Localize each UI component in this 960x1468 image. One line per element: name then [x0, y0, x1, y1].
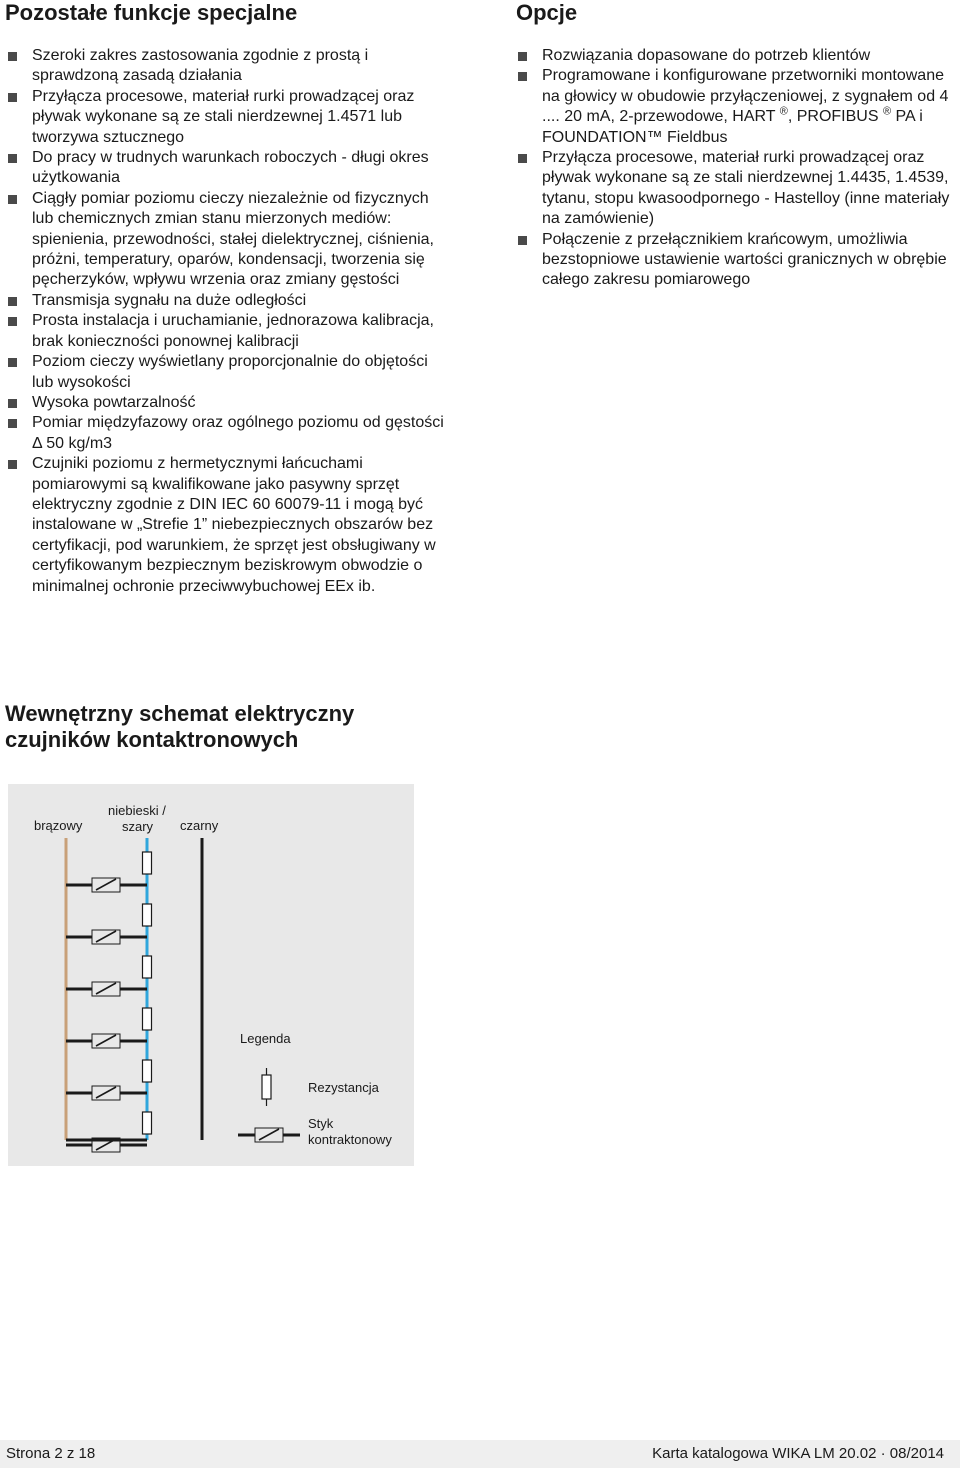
schema-title: Wewnętrzny schemat elektryczny czujników kontaktronowych — [5, 701, 355, 752]
special-function-item — [4, 291, 450, 311]
options-item-text: Przyłącza procesowe, materiał rurki prowadzącej oraz pływak wykonane są ze stali nierdzewnej 1.4435, 1.4539, tytanu, stopu kwasoodpornego - Hastelloy (inne materiały na zamówienie) — [542, 149, 950, 228]
options-item-text-b: , PROFIBUS — [787, 108, 879, 126]
section-title-options: Opcje — [516, 0, 578, 25]
legend-resistor-label: Rezystancja — [308, 1080, 379, 1095]
special-function-text: Czujniki poziomu z hermetycznymi łańcuchami pomiarowymi są kwalifikowane jako pasywny sprzęt elektryczny zgodnie z DIN IEC 60 60079-11 i mogą być instalowane w „Strefie 1” niebezpiecznych obszarów bez certyfikacji, pod warunkiem, że sprzęt jest obsługiwany w certyfikowanym bezpiecznym beziskrowym obwodzie o minimalnej ochronie przeciwwybuchowej EEx ib. — [32, 455, 436, 595]
special-function-text: Poziom cieczy wyświetlany proporcjonalnie do objętości lub wysokości — [32, 353, 428, 391]
resistor-icon — [143, 956, 152, 978]
registered-mark: ® — [779, 105, 788, 118]
options-item-text-a: Programowane i konfigurowane przetworniki montowane na głowicy w obudowie przyłączeniowej, z sygnałem od 4 .... 20 mA, 2-przewodowe, HART — [542, 67, 949, 126]
wire-label-black: czarny — [180, 818, 219, 833]
legend-title: Legenda — [240, 1031, 291, 1046]
reed-contact-blade — [96, 879, 116, 890]
reed-contact-blade — [96, 983, 116, 994]
legend-contact-icon — [238, 1128, 300, 1142]
options-item-text: Połączenie z przełącznikiem krańcowym, umożliwia bezstopniowe ustawienie wartości granicznych w obrębie całego zakresu pomiarowego — [542, 230, 947, 289]
options-item — [514, 46, 954, 66]
wire-label-blue-line1: niebieski / — [108, 803, 166, 818]
special-function-item — [4, 46, 450, 87]
options-list — [514, 46, 954, 291]
options-item — [514, 148, 954, 230]
reed-contact-blade — [96, 1087, 116, 1098]
special-function-text: Do pracy w trudnych warunkach roboczych - długi okres użytkowania — [32, 149, 429, 187]
page-number: Strona 2 z 18 — [6, 1445, 96, 1462]
special-function-text: Pomiar międzyfazowy oraz ogólnego poziomu od gęstości Δ 50 kg/m3 — [32, 414, 444, 452]
reed-contact-blade — [96, 931, 116, 942]
special-function-text: Transmisja sygnału na duże odległości — [32, 291, 307, 309]
section-title-special-functions: Pozostałe funkcje specjalne — [5, 0, 298, 25]
resistor-icon — [143, 904, 152, 926]
registered-mark: ® — [882, 105, 892, 118]
wire-label-brown: brązowy — [34, 818, 83, 833]
special-function-item — [4, 393, 450, 413]
special-function-item — [4, 311, 450, 352]
legend-contact-label-line1: Styk — [308, 1116, 334, 1131]
special-function-text: Przyłącza procesowe, materiał rurki prowadzącej oraz pływak wykonane są ze stali nierdzewnej 1.4571 lub tworzywa sztucznego — [32, 87, 415, 146]
catalog-reference: Karta katalogowa WIKA LM 20.02 · 08/2014 — [652, 1445, 944, 1462]
resistor-icon — [143, 1008, 152, 1030]
wiring-diagram-panel — [8, 784, 414, 1166]
legend-contact-label-line2: kontraktonowy — [308, 1132, 392, 1147]
special-function-item — [4, 454, 450, 597]
special-function-text: Ciągły pomiar poziomu cieczy niezależnie od fizycznych lub chemicznych zmian stanu mierzonych mediów: spienienia, przewodności, stałej dielektrycznej, ciśnienia, próżni, temperatury, oparów, kondensacji, tworzenia się pęcherzyków, wpływu wrzenia oraz zmiany gęstości — [32, 189, 434, 289]
special-function-item — [4, 352, 450, 393]
options-item-text: Rozwiązania dopasowane do potrzeb klientów — [542, 47, 871, 64]
special-function-item — [4, 189, 450, 291]
special-function-text: Prosta instalacja i uruchamianie, jednorazowa kalibracja, brak konieczności ponownej kalibracji — [32, 312, 434, 350]
special-function-text: Wysoka powtarzalność — [32, 393, 196, 411]
special-function-item — [4, 87, 450, 148]
special-functions-list — [4, 46, 450, 597]
special-function-item — [4, 148, 450, 189]
reed-chain — [66, 852, 152, 1152]
options-item-text-c: PA i FOUNDATION™ Fieldbus — [542, 108, 923, 146]
special-function-item — [4, 413, 450, 454]
options-item — [514, 230, 954, 291]
options-item — [514, 66, 954, 148]
resistor-icon — [143, 1112, 152, 1134]
wire-label-blue-line2: szary — [122, 819, 154, 834]
wiring-diagram — [8, 784, 414, 1166]
special-function-text: Szeroki zakres zastosowania zgodnie z prostą i sprawdzoną zasadą działania — [32, 47, 369, 85]
resistor-icon — [143, 1060, 152, 1082]
reed-contact-blade — [96, 1035, 116, 1046]
resistor-icon — [143, 852, 152, 874]
legend-resistor-icon — [262, 1075, 271, 1099]
page-footer — [0, 1440, 960, 1468]
